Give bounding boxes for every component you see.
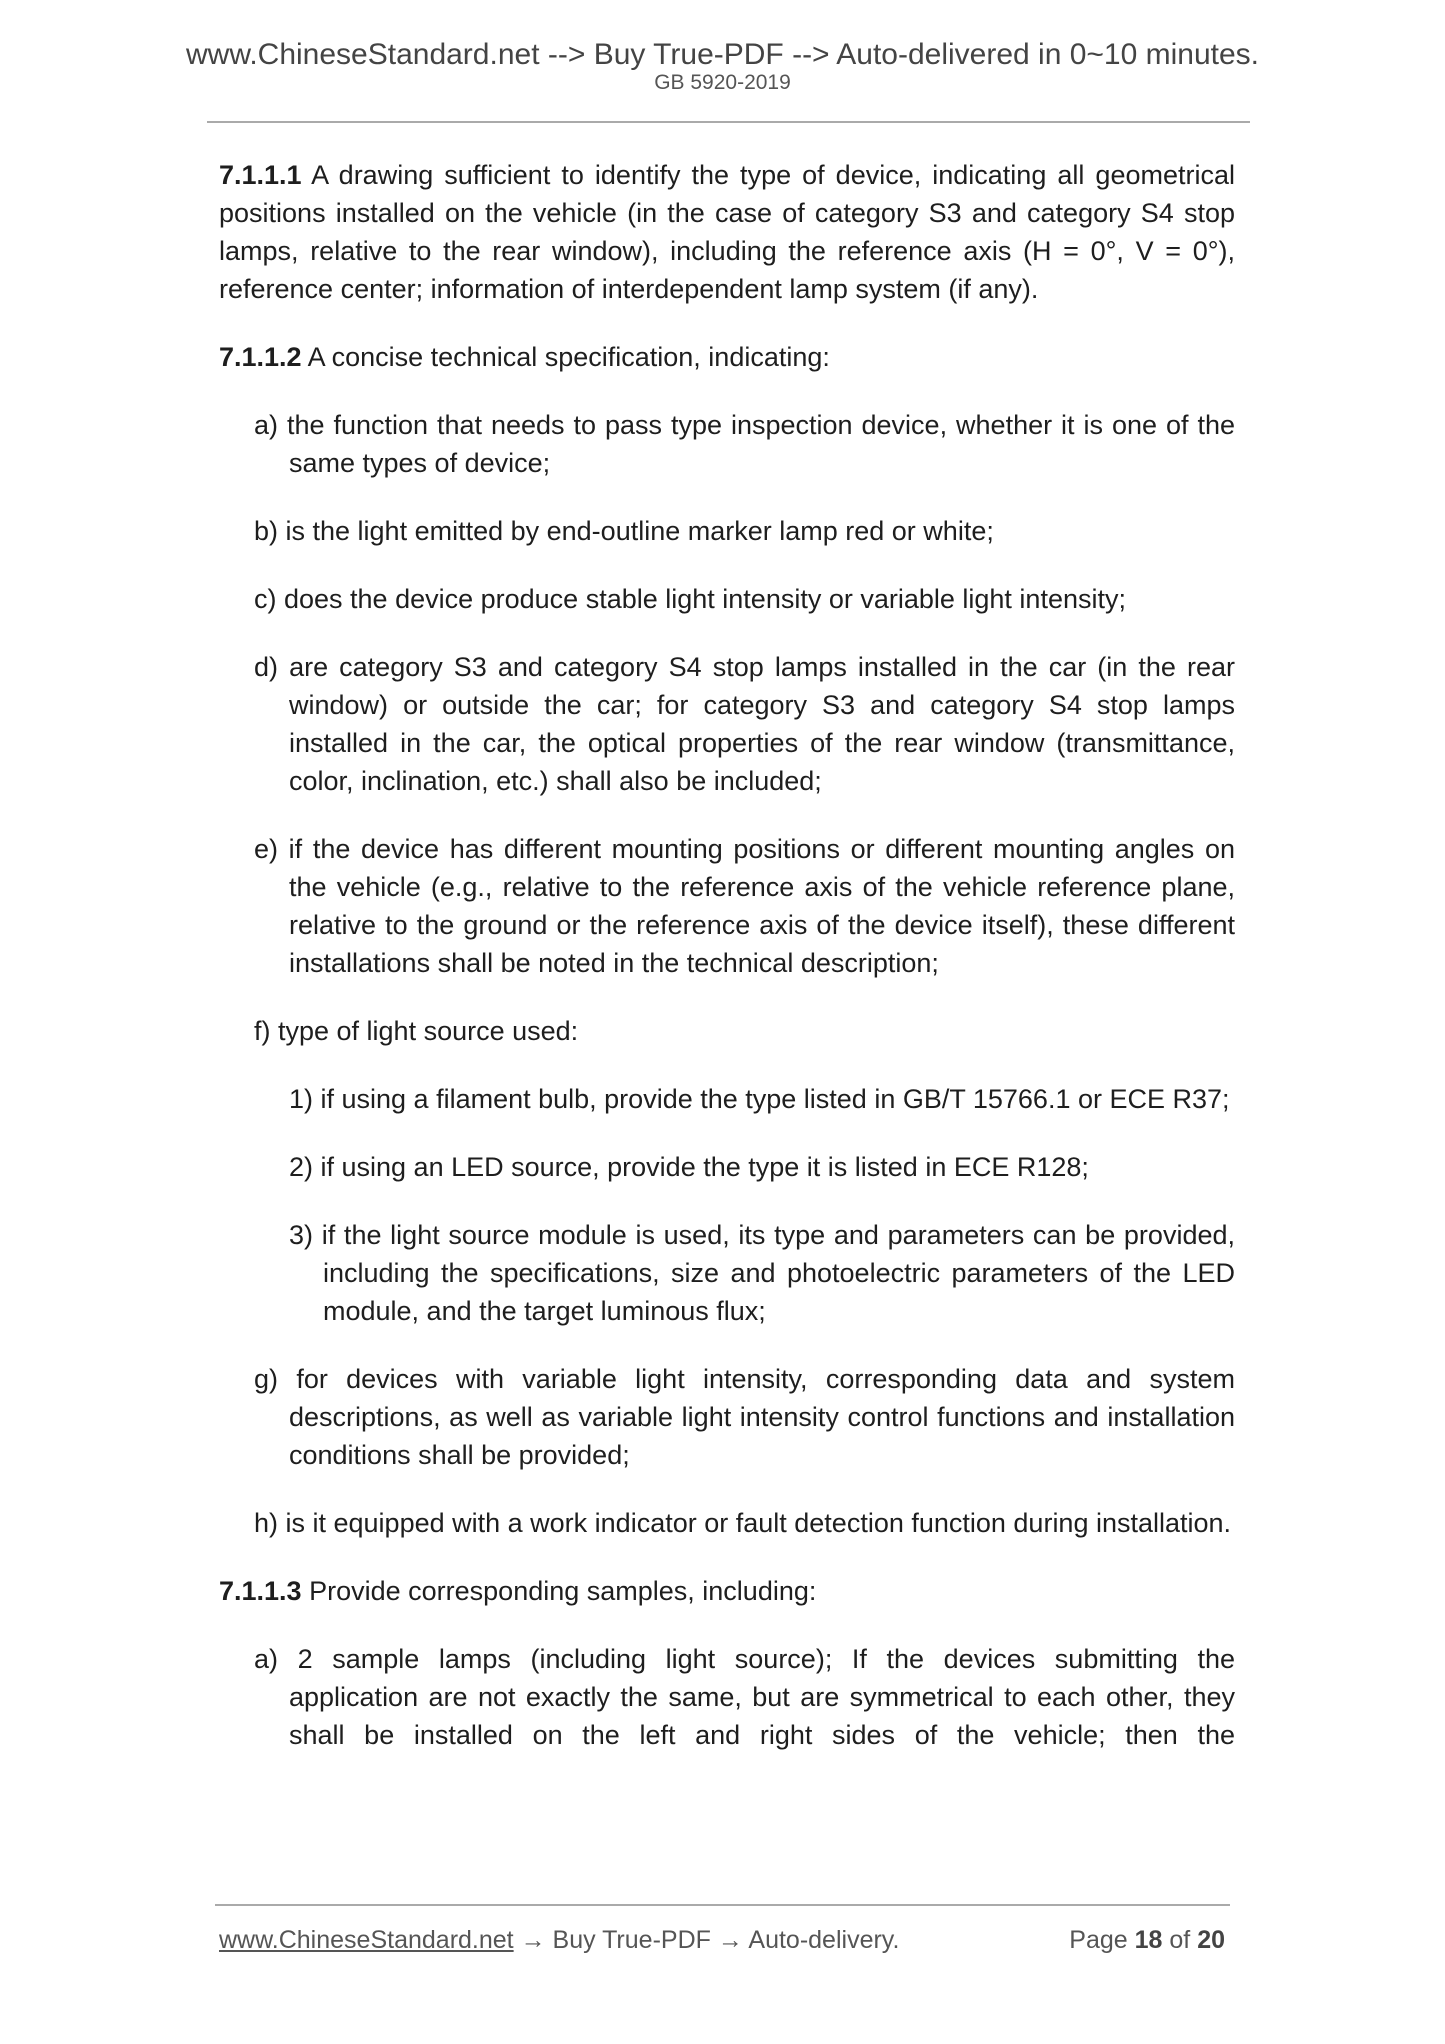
clause-number: 7.1.1.1 [219,160,302,190]
list-item: c) does the device produce stable light intensity or variable light intensity; [254,584,1126,614]
header-divider [207,121,1250,123]
page-header [0,38,1445,94]
clause-text: A concise technical specification, indicating: [307,342,830,372]
footer-left [219,1925,899,1955]
page-number [1069,1925,1225,1955]
list-item: e) if the device has different mounting positions or different mounting angles on the vehicle (e.g., relative to the reference axis of the vehicle reference plane, relative to the ground or the reference axis of the device itself), these different installations shall be noted in the technical description; [254,834,1235,978]
current-page: 18 [1134,1926,1163,1954]
footer-divider [215,1904,1230,1906]
clause-number: 7.1.1.3 [219,1576,302,1606]
list-item: h) is it equipped with a work indicator or fault detection function during installation. [254,1508,1232,1538]
sub-list-item: 3) if the light source module is used, its type and parameters can be provided, including the specifications, size and photoelectric parameters of the LED module, and the target luminous flux; [289,1220,1235,1326]
footer-text: → Buy True-PDF → Auto-delivery. [513,1926,900,1954]
list-item: b) is the light emitted by end-outline marker lamp red or white; [254,516,994,546]
clause-7-1-1-3 [219,1572,1235,1610]
list-item: a) the function that needs to pass type inspection device, whether it is one of the same types of device; [254,410,1235,478]
page-label: Page [1069,1926,1128,1954]
list-item: f) type of light source used: [254,1016,579,1046]
website-link[interactable]: www.ChineseStandard.net [219,1926,514,1954]
clause-7-1-1-2 [219,338,1235,376]
clause-text: Provide corresponding samples, including: [309,1576,817,1606]
sub-list-item: 1) if using a filament bulb, provide the type listed in GB/T 15766.1 or ECE R37; [289,1084,1230,1114]
total-pages: 20 [1197,1926,1225,1954]
page-footer [219,1925,1225,1955]
document-id: GB 5920-2019 [654,71,791,94]
of-label: of [1169,1926,1191,1954]
list-item: a) 2 sample lamps (including light source); If the devices submitting the application are not exactly the same, but are symmetrical to each other, they shall be installed on the left and right sides of the vehicle; then the [254,1644,1235,1750]
clause-number: 7.1.1.2 [219,342,302,372]
sub-list-item: 2) if using an LED source, provide the type it is listed in ECE R128; [289,1152,1089,1182]
clause-7-1-1-1 [219,156,1235,308]
page-content [219,156,1235,1754]
header-banner: www.ChineseStandard.net --> Buy True-PDF --> Auto-delivered in 0~10 minutes. [185,38,1260,71]
clause-text: A drawing sufficient to identify the type of device, indicating all geometrical positions installed on the vehicle (in the case of category S3 and category S4 stop lamps, relative to the rear window), including the reference axis (H = 0°, V = 0°), reference center; information of interdependent lamp system (if any). [219,160,1235,304]
list-item: d) are category S3 and category S4 stop lamps installed in the car (in the rear window) or outside the car; for category S3 and category S4 stop lamps installed in the car, the optical properties of the rear window (transmittance, color, inclination, etc.) shall also be included; [254,652,1235,796]
list-item: g) for devices with variable light intensity, corresponding data and system descriptions, as well as variable light intensity control functions and installation conditions shall be provided; [254,1364,1235,1470]
